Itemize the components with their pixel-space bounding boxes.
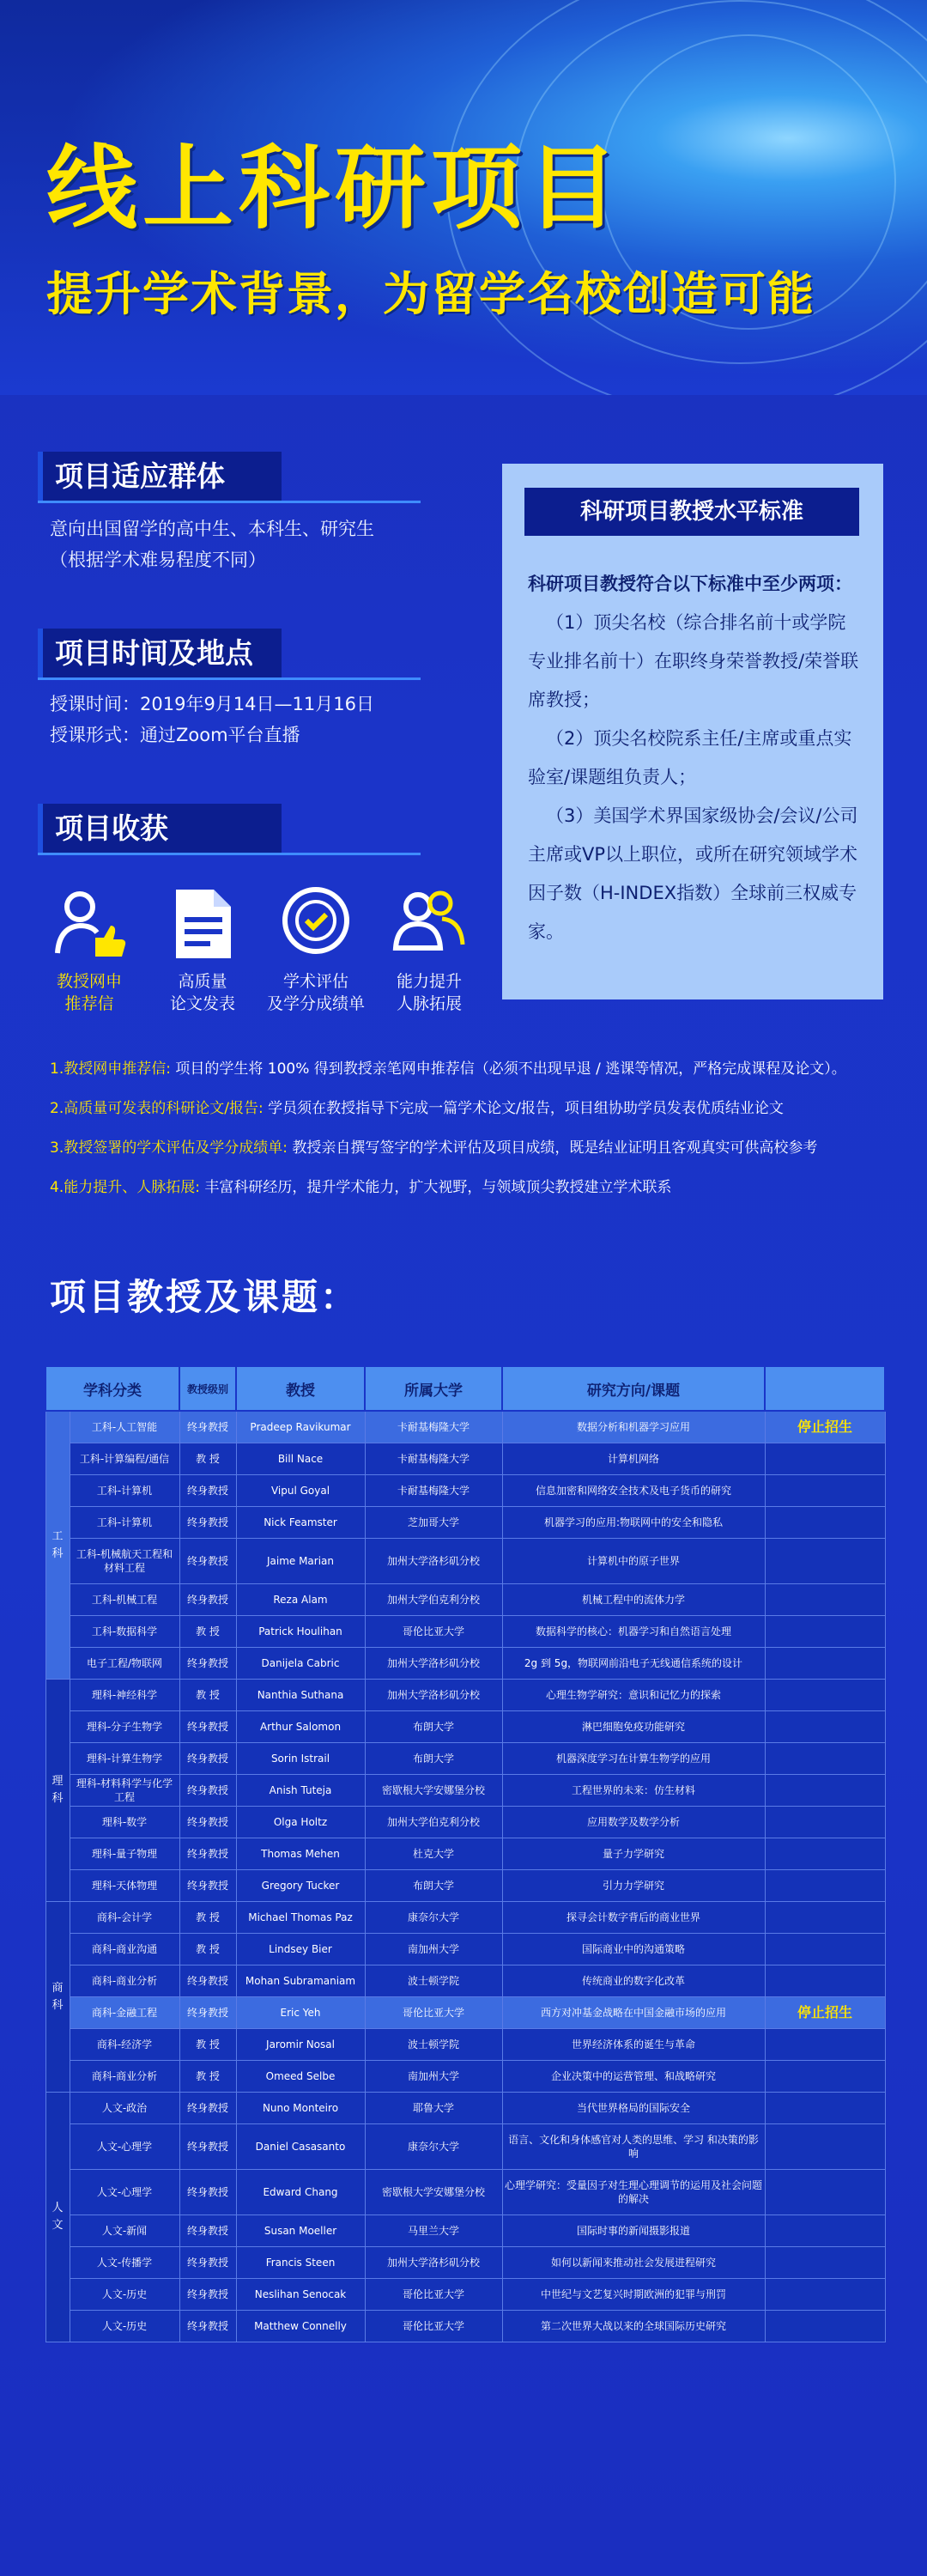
professor-cell: Thomas Mehen bbox=[236, 1838, 365, 1870]
topic-cell: 机器深度学习在计算生物学的应用 bbox=[502, 1743, 765, 1775]
rank-cell: 终身教授 bbox=[179, 1507, 236, 1539]
professor-cell: Nick Feamster bbox=[236, 1507, 365, 1539]
professors-table-wrap bbox=[45, 1365, 884, 2342]
topic-cell: 2g 到 5g，物联网前沿电子无线通信系统的设计 bbox=[502, 1648, 765, 1680]
recommendation-thumbs-up-icon bbox=[51, 884, 128, 962]
topic-cell: 第二次世界大战以来的全球国际历史研究 bbox=[502, 2311, 765, 2342]
university-cell: 加州大学洛杉矶分校 bbox=[365, 2247, 502, 2279]
rank-cell: 终身教授 bbox=[179, 1584, 236, 1616]
university-cell: 卡耐基梅隆大学 bbox=[365, 1411, 502, 1443]
status-cell bbox=[765, 2029, 885, 2061]
university-cell: 康奈尔大学 bbox=[365, 1902, 502, 1934]
topic-cell: 西方对冲基金战略在中国金融市场的应用 bbox=[502, 1997, 765, 2029]
column-header bbox=[765, 1366, 885, 1411]
column-header: 教授级别 bbox=[179, 1366, 236, 1411]
rank-cell: 终身教授 bbox=[179, 2279, 236, 2311]
university-cell: 卡耐基梅隆大学 bbox=[365, 1443, 502, 1475]
rank-cell: 终身教授 bbox=[179, 1648, 236, 1680]
rank-cell: 终身教授 bbox=[179, 1743, 236, 1775]
rank-cell: 终身教授 bbox=[179, 2170, 236, 2215]
table-row bbox=[45, 2061, 885, 2093]
status-badge: 停止招生 bbox=[765, 1997, 885, 2029]
table-row bbox=[45, 1838, 885, 1870]
topic-cell: 当代世界格局的国际安全 bbox=[502, 2093, 765, 2124]
status-cell bbox=[765, 1616, 885, 1648]
professor-cell: Arthur Salomon bbox=[236, 1711, 365, 1743]
status-cell bbox=[765, 2061, 885, 2093]
page-title: 线上科研项目 bbox=[46, 136, 623, 241]
status-cell bbox=[765, 1648, 885, 1680]
table-row bbox=[45, 1870, 885, 1902]
table-row bbox=[45, 2247, 885, 2279]
table-row bbox=[45, 2279, 885, 2311]
university-cell: 马里兰大学 bbox=[365, 2215, 502, 2247]
professor-cell: Michael Thomas Paz bbox=[236, 1902, 365, 1934]
table-row bbox=[45, 2311, 885, 2342]
professor-cell: Jaromir Nosal bbox=[236, 2029, 365, 2061]
table-row bbox=[45, 1584, 885, 1616]
subject-cell: 商科-商业沟通 bbox=[70, 1934, 179, 1965]
table-row bbox=[45, 1507, 885, 1539]
professor-cell: Gregory Tucker bbox=[236, 1870, 365, 1902]
status-cell bbox=[765, 1711, 885, 1743]
note-item: 1.教授网申推荐信: 项目的学生将 100% 得到教授亲笔网申推荐信（必须不出现早退 / 逃课等情况，严格完成课程及论文）。 bbox=[50, 1060, 846, 1078]
university-cell: 加州大学洛杉矶分校 bbox=[365, 1539, 502, 1584]
status-cell bbox=[765, 1743, 885, 1775]
professor-cell: Daniel Casasanto bbox=[236, 2124, 365, 2170]
professor-cell: Danijela Cabric bbox=[236, 1648, 365, 1680]
subject-cell: 人文-历史 bbox=[70, 2279, 179, 2311]
rank-cell: 教 授 bbox=[179, 1680, 236, 1711]
table-row bbox=[45, 1616, 885, 1648]
note-item: 3.教授签署的学术评估及学分成绩单: 教授亲自撰写签字的学术评估及项目成绩，既是结业证明且客观真实可供高校参考 bbox=[50, 1139, 818, 1157]
table-row bbox=[45, 2170, 885, 2215]
note-item: 4.能力提升、人脉拓展: 丰富科研经历，提升学术能力，扩大视野，与领域顶尖教授建立学术联系 bbox=[50, 1179, 672, 1196]
professor-cell: Susan Moeller bbox=[236, 2215, 365, 2247]
table-row bbox=[45, 1934, 885, 1965]
status-cell bbox=[765, 2279, 885, 2311]
domain-cell: 工科 bbox=[45, 1411, 70, 1680]
table-row bbox=[45, 1475, 885, 1507]
table-row bbox=[45, 1902, 885, 1934]
status-cell bbox=[765, 2124, 885, 2170]
section-heading-audience: 项目适应群体 bbox=[38, 452, 282, 501]
subject-cell: 工科-计算机 bbox=[70, 1475, 179, 1507]
professor-standard-panel bbox=[502, 464, 883, 999]
rank-cell: 终身教授 bbox=[179, 2215, 236, 2247]
table-row bbox=[45, 1411, 885, 1443]
gain-item bbox=[264, 884, 367, 1015]
gain-label: 能力提升 人脉拓展 bbox=[396, 972, 462, 1013]
rank-cell: 终身教授 bbox=[179, 1807, 236, 1838]
subject-cell: 工科-计算机 bbox=[70, 1507, 179, 1539]
subject-cell: 商科-金融工程 bbox=[70, 1997, 179, 2029]
status-cell bbox=[765, 1902, 885, 1934]
university-cell: 康奈尔大学 bbox=[365, 2124, 502, 2170]
status-cell bbox=[765, 1870, 885, 1902]
section-heading-gains: 项目收获 bbox=[38, 804, 282, 854]
professor-cell: Nuno Monteiro bbox=[236, 2093, 365, 2124]
university-cell: 加州大学伯克利分校 bbox=[365, 1807, 502, 1838]
professor-cell: Lindsey Bier bbox=[236, 1934, 365, 1965]
gain-label: 高质量 论文发表 bbox=[169, 972, 235, 1013]
topic-cell: 计算机中的原子世界 bbox=[502, 1539, 765, 1584]
status-cell bbox=[765, 2311, 885, 2342]
university-cell: 密歇根大学安娜堡分校 bbox=[365, 1775, 502, 1807]
hero-banner bbox=[0, 0, 927, 395]
divider bbox=[38, 501, 421, 503]
subject-cell: 理科-数学 bbox=[70, 1807, 179, 1838]
topic-cell: 工程世界的未来：仿生材料 bbox=[502, 1775, 765, 1807]
rank-cell: 终身教授 bbox=[179, 1539, 236, 1584]
document-icon bbox=[164, 884, 241, 962]
subject-cell: 工科-人工智能 bbox=[70, 1411, 179, 1443]
topic-cell: 国际时事的新闻摄影报道 bbox=[502, 2215, 765, 2247]
subject-cell: 商科-商业分析 bbox=[70, 1965, 179, 1997]
status-cell bbox=[765, 1807, 885, 1838]
section-heading-schedule: 项目时间及地点 bbox=[38, 629, 282, 678]
status-badge: 停止招生 bbox=[765, 1411, 885, 1443]
university-cell: 哥伦比亚大学 bbox=[365, 1997, 502, 2029]
rank-cell: 终身教授 bbox=[179, 2311, 236, 2342]
column-header: 学科分类 bbox=[45, 1366, 179, 1411]
professor-cell: Olga Holtz bbox=[236, 1807, 365, 1838]
rank-cell: 教 授 bbox=[179, 2029, 236, 2061]
professor-cell: Mohan Subramaniam bbox=[236, 1965, 365, 1997]
university-cell: 哥伦比亚大学 bbox=[365, 1616, 502, 1648]
rank-cell: 教 授 bbox=[179, 1616, 236, 1648]
status-cell bbox=[765, 1680, 885, 1711]
status-cell bbox=[765, 1775, 885, 1807]
rank-cell: 终身教授 bbox=[179, 1870, 236, 1902]
table-row bbox=[45, 1743, 885, 1775]
topic-cell: 量子力学研究 bbox=[502, 1838, 765, 1870]
professor-cell: Jaime Marian bbox=[236, 1539, 365, 1584]
page-subtitle: 提升学术背景，为留学名校创造可能 bbox=[46, 267, 815, 321]
university-cell: 卡耐基梅隆大学 bbox=[365, 1475, 502, 1507]
subject-cell: 理科-材料科学与化学工程 bbox=[70, 1775, 179, 1807]
status-cell bbox=[765, 2215, 885, 2247]
topic-cell: 心理学研究：受量因子对生理心理调节的运用及社会问题的解决 bbox=[502, 2170, 765, 2215]
table-row bbox=[45, 2124, 885, 2170]
rank-cell: 终身教授 bbox=[179, 1838, 236, 1870]
rank-cell: 终身教授 bbox=[179, 1475, 236, 1507]
gain-label: 教授网申 推荐信 bbox=[56, 972, 122, 1013]
university-cell: 布朗大学 bbox=[365, 1743, 502, 1775]
professors-table bbox=[45, 1365, 886, 2342]
subject-cell: 工科-机械航天工程和材料工程 bbox=[70, 1539, 179, 1584]
topic-cell: 应用数学及数学分析 bbox=[502, 1807, 765, 1838]
subject-cell: 电子工程/物联网 bbox=[70, 1648, 179, 1680]
table-row bbox=[45, 1711, 885, 1743]
rank-cell: 终身教授 bbox=[179, 1965, 236, 1997]
university-cell: 杜克大学 bbox=[365, 1838, 502, 1870]
topic-cell: 企业决策中的运营管理、和战略研究 bbox=[502, 2061, 765, 2093]
subject-cell: 商科-商业分析 bbox=[70, 2061, 179, 2093]
status-cell bbox=[765, 1507, 885, 1539]
divider bbox=[38, 853, 421, 855]
university-cell: 加州大学洛杉矶分校 bbox=[365, 1680, 502, 1711]
topic-cell: 探寻会计数字背后的商业世界 bbox=[502, 1902, 765, 1934]
status-cell bbox=[765, 2170, 885, 2215]
topic-cell: 数据分析和机器学习应用 bbox=[502, 1411, 765, 1443]
subject-cell: 理科-分子生物学 bbox=[70, 1711, 179, 1743]
professor-cell: Francis Steen bbox=[236, 2247, 365, 2279]
university-cell: 布朗大学 bbox=[365, 1711, 502, 1743]
status-cell bbox=[765, 2247, 885, 2279]
professor-cell: Neslihan Senocak bbox=[236, 2279, 365, 2311]
rank-cell: 终身教授 bbox=[179, 2124, 236, 2170]
topic-cell: 国际商业中的沟通策略 bbox=[502, 1934, 765, 1965]
subject-cell: 理科-量子物理 bbox=[70, 1838, 179, 1870]
rank-cell: 终身教授 bbox=[179, 1711, 236, 1743]
table-row bbox=[45, 1807, 885, 1838]
subject-cell: 人文-传播学 bbox=[70, 2247, 179, 2279]
subject-cell: 人文-政治 bbox=[70, 2093, 179, 2124]
panel-heading: 科研项目教授水平标准 bbox=[524, 488, 859, 536]
schedule-text: 授课时间：2019年9月14日—11月16日 授课形式：通过Zoom平台直播 bbox=[50, 694, 374, 745]
subject-cell: 人文-新闻 bbox=[70, 2215, 179, 2247]
professor-cell: Vipul Goyal bbox=[236, 1475, 365, 1507]
panel-body: 科研项目教授符合以下标准中至少两项： （1）顶尖名校（综合排名前十或学院专业排名前十）在职终身荣誉教授/荣誉联席教授； （2）顶尖名校院系主任/主席或重点实验室/课题组负责人； （3）美国学术界国家级协会/会议/公司主席或VP以上职位，或所在研究领域学术因子数（H-INDEX指数）全球前三权威专家。 bbox=[528, 574, 859, 942]
domain-cell: 商科 bbox=[45, 1902, 70, 2093]
professors-heading: 项目教授及课题： bbox=[50, 1276, 360, 1318]
rank-cell: 教 授 bbox=[179, 1934, 236, 1965]
university-cell: 加州大学洛杉矶分校 bbox=[365, 1648, 502, 1680]
subject-cell: 人文-心理学 bbox=[70, 2124, 179, 2170]
university-cell: 哥伦比亚大学 bbox=[365, 2279, 502, 2311]
topic-cell: 机器学习的应用:物联网中的安全和隐私 bbox=[502, 1507, 765, 1539]
university-cell: 南加州大学 bbox=[365, 1934, 502, 1965]
table-row bbox=[45, 1997, 885, 2029]
certificate-medal-icon bbox=[277, 884, 354, 962]
subject-cell: 理科-神经科学 bbox=[70, 1680, 179, 1711]
professor-cell: Omeed Selbe bbox=[236, 2061, 365, 2093]
status-cell bbox=[765, 1539, 885, 1584]
professor-cell: Matthew Connelly bbox=[236, 2311, 365, 2342]
status-cell bbox=[765, 1584, 885, 1616]
topic-cell: 机械工程中的流体力学 bbox=[502, 1584, 765, 1616]
gains-icons bbox=[38, 884, 484, 1013]
column-header: 教授 bbox=[236, 1366, 365, 1411]
university-cell: 南加州大学 bbox=[365, 2061, 502, 2093]
gain-item bbox=[38, 884, 141, 1015]
university-cell: 哥伦比亚大学 bbox=[365, 2311, 502, 2342]
university-cell: 芝加哥大学 bbox=[365, 1507, 502, 1539]
note-item: 2.高质量可发表的科研论文/报告: 学员须在教授指导下完成一篇学术论文/报告，项目组协助学员发表优质结业论文 bbox=[50, 1100, 784, 1117]
professor-cell: Bill Nace bbox=[236, 1443, 365, 1475]
professor-cell: Sorin Istrail bbox=[236, 1743, 365, 1775]
gain-label: 学术评估 及学分成绩单 bbox=[266, 972, 365, 1013]
subject-cell: 理科-计算生物学 bbox=[70, 1743, 179, 1775]
subject-cell: 工科-数据科学 bbox=[70, 1616, 179, 1648]
professor-cell: Reza Alam bbox=[236, 1584, 365, 1616]
domain-cell: 理科 bbox=[45, 1680, 70, 1902]
subject-cell: 商科-经济学 bbox=[70, 2029, 179, 2061]
subject-cell: 理科-天体物理 bbox=[70, 1870, 179, 1902]
topic-cell: 计算机网络 bbox=[502, 1443, 765, 1475]
topic-cell: 语言、文化和身体感官对人类的思维、学习 和决策的影响 bbox=[502, 2124, 765, 2170]
professor-cell: Anish Tuteja bbox=[236, 1775, 365, 1807]
table-row bbox=[45, 1539, 885, 1584]
table-row bbox=[45, 1965, 885, 1997]
subject-cell: 人文-历史 bbox=[70, 2311, 179, 2342]
table-row bbox=[45, 2093, 885, 2124]
topic-cell: 信息加密和网络安全技术及电子货币的研究 bbox=[502, 1475, 765, 1507]
topic-cell: 中世纪与文艺复兴时期欧洲的犯罪与刑罚 bbox=[502, 2279, 765, 2311]
status-cell bbox=[765, 1443, 885, 1475]
table-row bbox=[45, 1443, 885, 1475]
rank-cell: 教 授 bbox=[179, 2061, 236, 2093]
topic-cell: 引力力学研究 bbox=[502, 1870, 765, 1902]
status-cell bbox=[765, 2093, 885, 2124]
rank-cell: 终身教授 bbox=[179, 2093, 236, 2124]
rank-cell: 教 授 bbox=[179, 1902, 236, 1934]
table-row bbox=[45, 1648, 885, 1680]
rank-cell: 终身教授 bbox=[179, 2247, 236, 2279]
subject-cell: 工科-计算编程/通信 bbox=[70, 1443, 179, 1475]
professor-cell: Pradeep Ravikumar bbox=[236, 1411, 365, 1443]
university-cell: 密歇根大学安娜堡分校 bbox=[365, 2170, 502, 2215]
topic-cell: 世界经济体系的诞生与革命 bbox=[502, 2029, 765, 2061]
rank-cell: 终身教授 bbox=[179, 1411, 236, 1443]
rank-cell: 终身教授 bbox=[179, 1997, 236, 2029]
rank-cell: 教 授 bbox=[179, 1443, 236, 1475]
professor-cell: Eric Yeh bbox=[236, 1997, 365, 2029]
topic-cell: 淋巴细胞免疫功能研究 bbox=[502, 1711, 765, 1743]
university-cell: 波士顿学院 bbox=[365, 1965, 502, 1997]
column-header: 所属大学 bbox=[365, 1366, 502, 1411]
university-cell: 布朗大学 bbox=[365, 1870, 502, 1902]
rank-cell: 终身教授 bbox=[179, 1775, 236, 1807]
audience-text: 意向出国留学的高中生、本科生、研究生 （根据学术难易程度不同） bbox=[50, 519, 374, 570]
gain-item bbox=[378, 884, 481, 1015]
university-cell: 耶鲁大学 bbox=[365, 2093, 502, 2124]
gain-item bbox=[151, 884, 254, 1015]
topic-cell: 心理生物学研究：意识和记忆力的探索 bbox=[502, 1680, 765, 1711]
table-row bbox=[45, 1775, 885, 1807]
table-row bbox=[45, 2029, 885, 2061]
professor-cell: Edward Chang bbox=[236, 2170, 365, 2215]
subject-cell: 人文-心理学 bbox=[70, 2170, 179, 2215]
network-people-icon bbox=[391, 884, 468, 962]
status-cell bbox=[765, 1838, 885, 1870]
university-cell: 加州大学伯克利分校 bbox=[365, 1584, 502, 1616]
professor-cell: Patrick Houlihan bbox=[236, 1616, 365, 1648]
professor-cell: Nanthia Suthana bbox=[236, 1680, 365, 1711]
status-cell bbox=[765, 1965, 885, 1997]
domain-cell: 人文 bbox=[45, 2093, 70, 2342]
status-cell bbox=[765, 1934, 885, 1965]
university-cell: 波士顿学院 bbox=[365, 2029, 502, 2061]
topic-cell: 如何以新闻来推动社会发展进程研究 bbox=[502, 2247, 765, 2279]
benefit-notes bbox=[50, 1049, 900, 1207]
table-row bbox=[45, 1680, 885, 1711]
table-row bbox=[45, 2215, 885, 2247]
subject-cell: 工科-机械工程 bbox=[70, 1584, 179, 1616]
topic-cell: 数据科学的核心：机器学习和自然语言处理 bbox=[502, 1616, 765, 1648]
status-cell bbox=[765, 1475, 885, 1507]
table-header-row bbox=[45, 1366, 885, 1411]
divider bbox=[38, 677, 421, 680]
column-header: 研究方向/课题 bbox=[502, 1366, 765, 1411]
topic-cell: 传统商业的数字化改革 bbox=[502, 1965, 765, 1997]
subject-cell: 商科-会计学 bbox=[70, 1902, 179, 1934]
